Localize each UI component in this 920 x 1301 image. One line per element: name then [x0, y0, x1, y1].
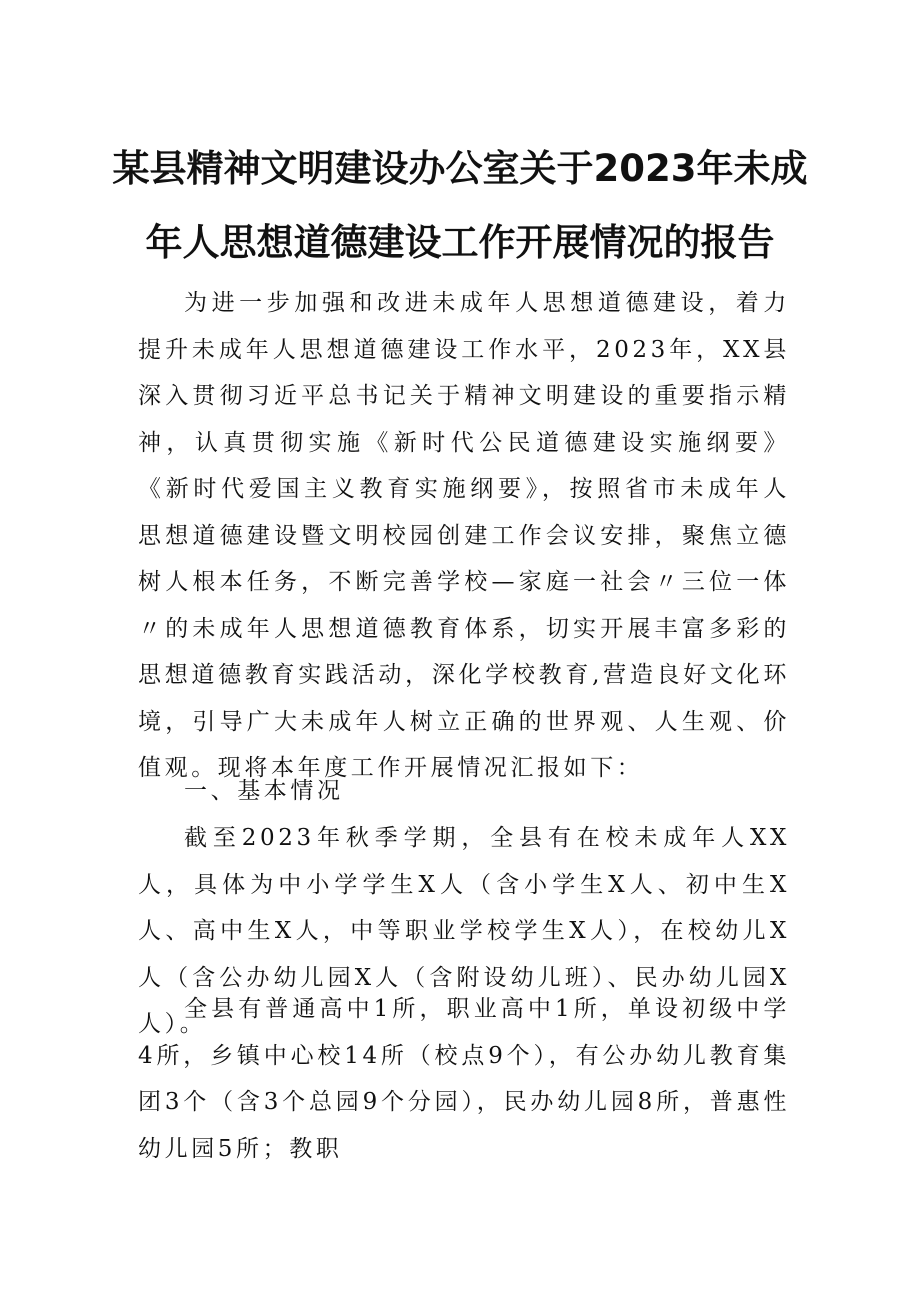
intro-paragraph: 为进一步加强和改进未成年人思想道德建设，着力提升未成年人思想道德建设工作水平，2023年，XX县深入贯彻习近平总书记关于精神文明建设的重要指示精神，认真贯彻实施《新时代公民道德建设实施纲要》《新时代爱国主义教育实施纲要》，按照省市未成年人思想道德建设暨文明校园创建工作会议安排，聚焦立德树人根本任务，不断完善学校—家庭一社会〃三位一体〃的未成年人思想道德教育体系，切实开展丰富多彩的思想道德教育实践活动，深化学校教育,营造良好文化环境，引导广大未成年人树立正确的世界观、人生观、价值观。现将本年度工作开展情况汇报如下：: [138, 290, 790, 781]
document-title-line-2: 年人思想道德建设工作开展情况的报告: [145, 221, 775, 264]
school-count-paragraph: 全县有普通高中1所，职业高中1所，单设初级中学4所，乡镇中心校14所（校点9个），有公办幼儿教育集团3个（含3个总园9个分园），民办幼儿园8所，普惠性幼儿园5所；教职: [138, 996, 790, 1162]
document-title-line-1: 某县精神文明建设办公室关于2023年未成: [112, 147, 808, 190]
student-count-paragraph: 截至2023年秋季学期，全县有在校未成年人XX人，具体为中小学学生X人（含小学生X人、初中生X人、高中生X人，中等职业学校学生X人），在校幼儿X人（含公办幼儿园X人（含附设幼儿班）、民办幼儿园X人）。: [138, 825, 790, 1037]
section-heading-basic-situation: 一、基本情况: [184, 778, 344, 804]
